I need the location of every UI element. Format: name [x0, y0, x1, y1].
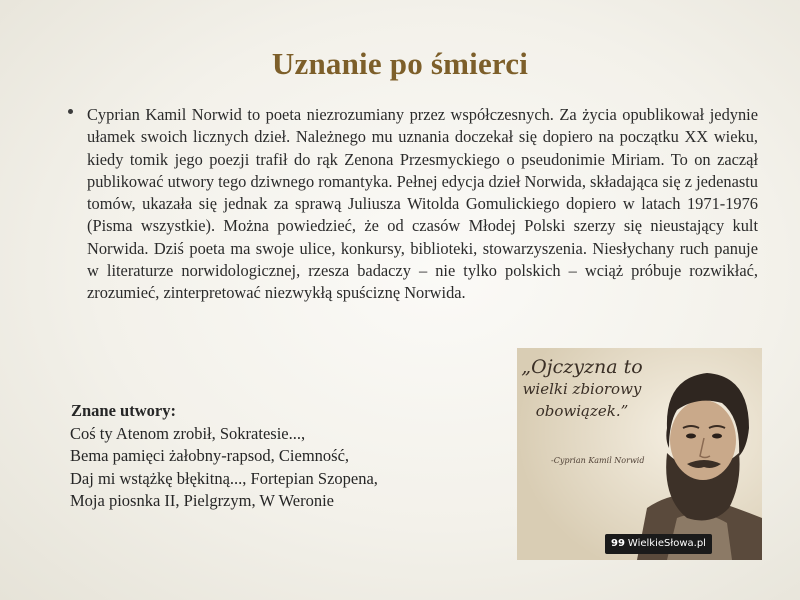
brand-name: WielkieSłowa.pl	[627, 538, 706, 549]
norwid-quote-image	[517, 348, 762, 560]
bullet-icon	[68, 109, 73, 114]
quote-line: obowiązek.”	[535, 402, 629, 420]
works-line: Coś ty Atenom zrobił, Sokratesie...,	[70, 423, 306, 443]
slide-title: Uznanie po śmierci	[271, 46, 529, 81]
quote-text	[517, 356, 647, 422]
paragraph-text: Cyprian Kamil Norwid to poeta niezrozumiany przez współczesnych. Za życia opublikował jedynie ułamek swoich licznych dzieł. Należnego mu uznania doczekał się dopiero na początku XX wieku, kiedy tomik jego poezji trafił do rąk Zenona Przesmyckiego o pseudonimie Miriam. To on zaczął publikować utwory tego dziwnego romantyka. Pełnej edycja dzieł Norwida, składająca się z jedenastu tomów, ukazała się jednak za sprawą Juliusza Witolda Gomulickiego dopiero w latach 1971-1976 (Pisma wszystkie). Można powiedzieć, że od czasów Młodej Polski szerzy się nieustający kult Norwida. Dziś poeta ma swoje ulice, konkursy, biblioteki, stowarzyszenia. Niesłychany ruch panuje w literaturze norwidologicznej, rzesza badaczy – nie tylko polskich – wciąż próbuje rozwikłać, zrozumieć, zinterpretować niezwykłą spuściznę Norwida.	[87, 105, 758, 303]
works-line: Moja piosnka II, Pielgrzym, W Weronie	[70, 491, 334, 510]
quote-line: wielki zbiorowy	[522, 380, 642, 398]
quote-line: „Ojczyzna to	[521, 356, 643, 378]
known-works	[70, 400, 490, 513]
bullet-paragraph	[68, 104, 758, 305]
works-line: Bema pamięci żałobny-rapsod, Ciemność,	[70, 446, 350, 465]
quote-mark-icon: 99	[611, 538, 625, 549]
brand-badge	[605, 534, 712, 554]
quote-author: -Cyprian Kamil Norwid	[551, 456, 645, 465]
works-line: Daj mi wstążkę błękitną..., Fortepian Szopena,	[70, 468, 378, 488]
works-heading: Znane utwory:	[71, 401, 176, 420]
